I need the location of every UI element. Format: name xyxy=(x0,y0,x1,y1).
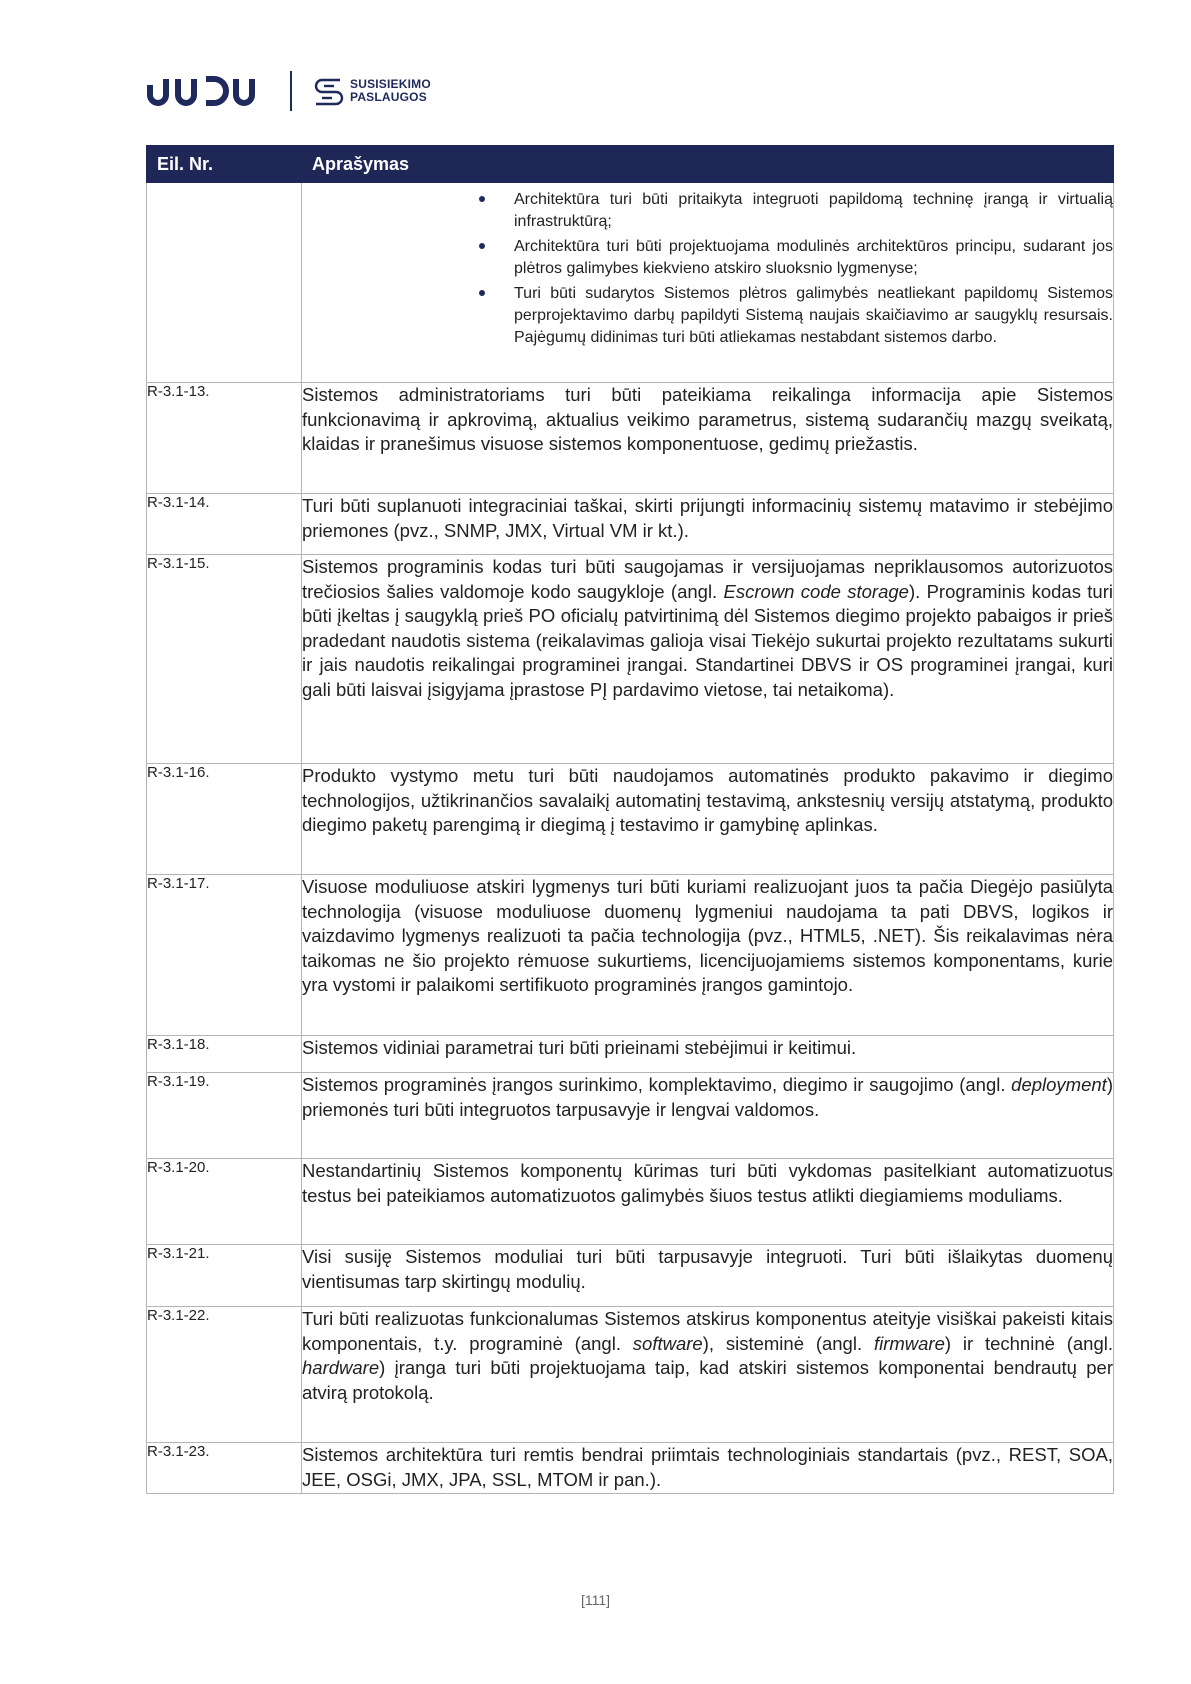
list-item: Turi būti sudarytos Sistemos plėtros galimybės neatliekant papildomų Sistemos perprojektavimo darbų papildyti Sistemą naujais skaičiavimo ar saugyklų resursais. Pajėgumų didinimas turi būti atliekamas nestabdant sistemos darbo. xyxy=(514,283,1113,349)
table-row xyxy=(147,764,1114,875)
table-row xyxy=(147,1245,1114,1307)
partner-name-line2: PASLAUGOS xyxy=(350,90,427,104)
row-number: R-3.1-22. xyxy=(147,1307,302,1443)
row-number: R-3.1-13. xyxy=(147,383,302,494)
row-number: R-3.1-19. xyxy=(147,1073,302,1159)
row-description: Visuose moduliuose atskiri lygmenys turi būti kuriami realizuojant juos ta pačia Diegėjo pasiūlyta technologija (visuose moduliuose duomenų lygmeniui naudojama ta pati DBVS, logikos ir vaizdavimo lygmenys realizuoti ta pačia technologija (pvz., HTML5, .NET). Šis reikalavimas nėra taikomas ne šio projekto rėmuose sukurtiems, licencijuojamiems sistemos komponentams, kurie yra vystomi ir palaikomi sertifikuoto programinės įrangos gamintojo. xyxy=(302,875,1114,1036)
row-number: R-3.1-17. xyxy=(147,875,302,1036)
row-number: R-3.1-23. xyxy=(147,1443,302,1494)
requirements-table xyxy=(146,145,1114,1494)
row-number: R-3.1-20. xyxy=(147,1159,302,1245)
architecture-bullet-list xyxy=(302,189,1113,349)
partner-name-line1: SUSISIEKIMO xyxy=(350,77,431,91)
ss-logo-icon xyxy=(312,74,346,108)
row-number: R-3.1-15. xyxy=(147,555,302,764)
header-divider xyxy=(290,71,292,111)
table-row xyxy=(147,1073,1114,1159)
column-header-description: Aprašymas xyxy=(302,146,1114,183)
table-row xyxy=(147,383,1114,494)
table-row xyxy=(147,1443,1114,1494)
row-description: Sistemos architektūra turi remtis bendrai priimtais technologiniais standartais (pvz., REST, SOA, JEE, OSGi, JMX, JPA, SSL, MTOM ir pan.). xyxy=(302,1443,1114,1494)
row-description: Sistemos administratoriams turi būti pateikiama reikalinga informacija apie Sistemos funkcionavimą ir apkrovimą, aktualius veikimo parametrus, sistemą sudarančių mazgų sveikatą, klaidas ir pranešimus visuose sistemos komponentuose, gedimų priežastis. xyxy=(302,383,1114,494)
list-item: Architektūra turi būti pritaikyta integruoti papildomą techninę įrangą ir virtualią infrastruktūrą; xyxy=(514,189,1113,233)
row-description: Visi susiję Sistemos moduliai turi būti tarpusavyje integruoti. Turi būti išlaikytas duomenų vientisumas tarp skirtingų modulių. xyxy=(302,1245,1114,1307)
table-row xyxy=(147,1036,1114,1073)
row-description: Turi būti realizuotas funkcionalumas Sistemos atskirus komponentus ateityje visiškai pakeisti kitais komponentais, t.y. programinė (angl. software), sisteminė (angl. firmware) ir techninė (angl. hardware) įranga turi būti projektuojama taip, kad atskiri sistemos komponentai bendrautų per atvirą protokolą. xyxy=(302,1307,1114,1443)
table-header-row xyxy=(147,146,1114,183)
row-number: R-3.1-16. xyxy=(147,764,302,875)
row-description: Produkto vystymo metu turi būti naudojamos automatinės produkto pakavimo ir diegimo technologijos, užtikrinančios savalaikį automatinį testavimą, ankstesnių versijų atstatymą, produkto diegimo paketų parengimą ir diegimą į testavimo ir gamybinę aplinkas. xyxy=(302,764,1114,875)
table-row xyxy=(147,183,1114,383)
list-item: Architektūra turi būti projektuojama modulinės architektūros principu, sudarant jos plėtros galimybes kiekvieno atskiro sluoksnio lygmenyse; xyxy=(514,236,1113,280)
column-header-nr: Eil. Nr. xyxy=(147,146,302,183)
table-row xyxy=(147,555,1114,764)
row-number: R-3.1-21. xyxy=(147,1245,302,1307)
row-number-cell xyxy=(147,183,302,383)
row-description: Sistemos programinis kodas turi būti saugojamas ir versijuojamas nepriklausomos autorizuotos trečiosios šalies valdomoje kodo saugykloje (angl. Escrown code storage). Programinis kodas turi būti įkeltas į saugyklą prieš PO oficialų patvirtinimą dėl Sistemos diegimo projekto pabaigos ir prieš pradedant naudotis sistema (reikalavimas galioja visai Tiekėjo sukurtai projekto rezultatams sukurti ir jais naudotis reikalingai programinei įrangai. Standartinei DBVS ir OS programinei įrangai, kuri gali būti laisvai įsigyjama įprastose PĮ pardavimo vietose, tai netaikoma). xyxy=(302,555,1114,764)
page-number: [111] xyxy=(580,1592,611,1608)
table-row xyxy=(147,1307,1114,1443)
row-description-cell xyxy=(302,183,1114,383)
row-description: Sistemos programinės įrangos surinkimo, komplektavimo, diegimo ir saugojimo (angl. deployment) priemonės turi būti integruotos tarpusavyje ir lengvai valdomos. xyxy=(302,1073,1114,1159)
susisiekimo-paslaugos-logo xyxy=(312,74,431,108)
judu-logo xyxy=(146,71,266,111)
table-row xyxy=(147,875,1114,1036)
row-number: R-3.1-18. xyxy=(147,1036,302,1073)
row-description: Turi būti suplanuoti integraciniai taškai, skirti prijungti informacinių sistemų matavimo ir stebėjimo priemones (pvz., SNMP, JMX, Virtual VM ir kt.). xyxy=(302,494,1114,555)
row-description: Sistemos vidiniai parametrai turi būti prieinami stebėjimui ir keitimui. xyxy=(302,1036,1114,1073)
table-row xyxy=(147,494,1114,555)
table-row xyxy=(147,1159,1114,1245)
row-description: Nestandartinių Sistemos komponentų kūrimas turi būti vykdomas pasitelkiant automatizuotus testus bei pateikiamos automatizuotos galimybės šiuos testus atlikti diegiamiems moduliams. xyxy=(302,1159,1114,1245)
page-header xyxy=(146,66,431,116)
row-number: R-3.1-14. xyxy=(147,494,302,555)
